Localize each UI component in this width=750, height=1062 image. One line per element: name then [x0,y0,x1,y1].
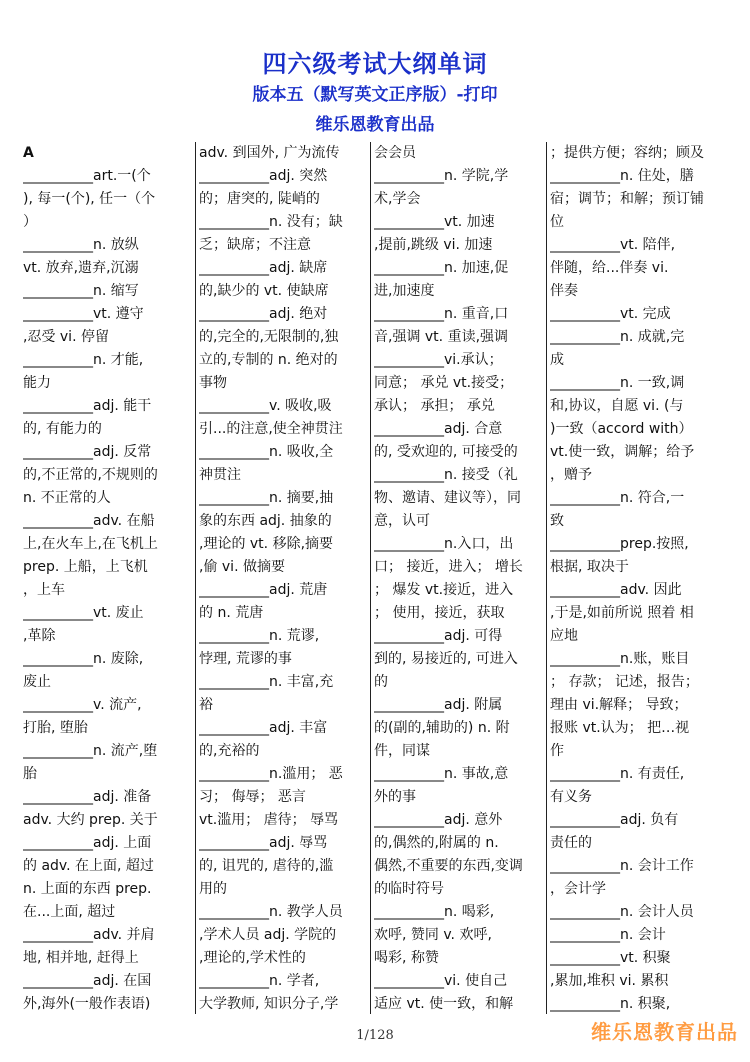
vocab-line: __________adj. 准备 [23,789,152,805]
vocabulary-column-1 [23,142,191,1014]
vocab-line: 大学教师, 知识分子,学 [199,996,339,1012]
vocab-line: __________vt. 积聚 [550,950,671,966]
vocab-line: 的,充裕的 [199,743,260,759]
vocab-line: __________adj. 突然 [199,168,328,184]
vocab-line: __________adv. 因此 [550,582,682,598]
vocab-line: 意，认可 [374,513,430,529]
vocab-line: vt.滥用； 虐待； 辱骂 [199,812,339,828]
vocab-line: 音,强调 vt. 重读,强调 [374,329,509,345]
vocab-line: 根据, 取决于 [550,559,629,575]
vocab-line: 件，同谋 [374,743,430,759]
vocab-line: vt.使一致，调解；给予 [550,444,695,460]
vocab-line: 责任的 [550,835,592,851]
vocab-line: __________n. 事故,意 [374,766,509,782]
vocab-line: __________n.滥用； 恶 [199,766,343,782]
vocab-line: ,于是,如前所说 照着 相 [550,605,694,621]
vocab-line: __________v. 吸收,吸 [199,398,332,414]
vocab-line: 理由 vi.解释； 导致； [550,697,688,713]
vocab-line: __________n. 缩写 [23,283,139,299]
vocab-line: __________adv. 并肩 [23,927,155,943]
vocab-line: ,理论的,学术性的 [199,950,306,966]
vocab-line: 的临时符号 [374,881,444,897]
column-divider [546,142,547,1014]
vocab-line: 上,在火车上,在飞机上 [23,536,158,552]
vocab-line: 外的事 [374,789,416,805]
vocab-line: 伴奏 [550,283,578,299]
vocab-line: __________n. 喝彩, [374,904,495,920]
vocab-line: ，会计学 [550,881,606,897]
vocab-line: __________n. 才能, [23,352,144,368]
vocab-line: 的,偶然的,附属的 n. [374,835,499,851]
vocabulary-column-3 [374,142,542,1014]
vocab-line: __________n. 加速,促 [374,260,509,276]
vocab-line: __________n. 有责任, [550,766,685,782]
vocab-line: ） [23,214,37,230]
vocab-line: 承认； 承担； 承兑 [374,398,495,414]
vocab-line: __________n. 会计 [550,927,666,943]
vocab-line: 成 [550,352,564,368]
vocab-line: 和,协议，自愿 vi. (与 [550,398,684,414]
vocab-line: __________n. 荒谬, [199,628,320,644]
vocab-line: __________vt. 加速 [374,214,495,230]
vocab-line: __________adj. 反常 [23,444,152,460]
vocab-line: ,偷 vi. 做摘要 [199,559,285,575]
vocab-line: 物、邀请、建议等），同 [374,490,521,506]
vocab-line: 位 [550,214,564,230]
vocab-line: __________adj. 意外 [374,812,503,828]
vocab-line: 习； 侮辱； 恶言 [199,789,306,805]
vocab-line: __________vt. 遵守 [23,306,144,322]
vocab-line: __________n. 学者, [199,973,320,989]
vocab-line: __________n. 摘要,抽 [199,490,334,506]
vocab-line: __________n. 一致,调 [550,375,685,391]
page-title: 四六级考试大纲单词 [262,50,488,78]
vocab-line: adv. 大约 prep. 关于 [23,812,158,828]
vocab-line: adv. 到国外, 广为流传 [199,145,340,161]
vocab-line: __________adj. 负有 [550,812,679,828]
vocab-line: 适应 vt. 使一致，和解 [374,996,514,1012]
vocab-line: ,提前,跳级 vi. 加速 [374,237,493,253]
page-subtitle: 版本五（默写英文正序版）-打印 [252,85,498,105]
vocab-line: __________adj. 能干 [23,398,152,414]
vocab-line: 欢呼, 赞同 v. 欢呼, [374,927,492,943]
vocab-line: 口； 接近，进入； 增长 [374,559,523,575]
vocab-line: 致 [550,513,564,529]
publisher-line: 维乐恩教育出品 [315,115,435,135]
vocab-line: __________n. 没有；缺 [199,214,343,230]
vocab-line: ； 使用，接近，获取 [374,605,505,621]
vocab-line: ,革除 [23,628,56,644]
vocab-line: ，上车 [23,582,65,598]
vocab-line: 应地 [550,628,578,644]
vocab-line: vt. 放弃,遗弃,沉溺 [23,260,139,276]
vocab-line: __________n. 丰富,充 [199,674,334,690]
vocab-line: __________adv. 在船 [23,513,155,529]
vocab-line: __________adj. 绝对 [199,306,328,322]
vocab-line: __________n. 教学人员 [199,904,343,920]
vocab-line: __________vi.承认； [374,352,503,368]
vocab-line: 的, 受欢迎的, 可接受的 [374,444,518,460]
vocab-line: 有义务 [550,789,592,805]
vocab-line: ,理论的 vt. 移除,摘要 [199,536,334,552]
vocab-line: ；提供方便；容纳；顾及 [550,145,704,161]
vocab-line: 伴随，给...伴奏 vi. [550,260,669,276]
vocab-line: 用的 [199,881,227,897]
vocab-line: 喝彩, 称赞 [374,950,439,966]
vocab-line: ； 爆发 vt.接近，进入 [374,582,514,598]
vocabulary-columns [20,142,730,1014]
vocab-line: __________n. 会计人员 [550,904,694,920]
vocab-line: __________adj. 荒唐 [199,582,328,598]
vocab-line: 的,不正常的,不规则的 [23,467,158,483]
vocab-line: __________adj. 可得 [374,628,503,644]
vocab-line: __________n.账，账目 [550,651,690,667]
vocab-line: 地, 相并地, 赶得上 [23,950,139,966]
vocab-line: 能力 [23,375,51,391]
vocab-line: ,忍受 vi. 停留 [23,329,109,345]
vocab-line: 偶然,不重要的东西,变调 [374,858,523,874]
vocab-line: __________adj. 附属 [374,697,503,713]
vocab-line: 事物 [199,375,227,391]
vocab-line: ； 存款； 记述，报告； [550,674,699,690]
vocab-line: 的, 有能力的 [23,421,102,437]
vocab-line: 象的东西 adj. 抽象的 [199,513,332,529]
vocab-line: __________adj. 上面 [23,835,152,851]
vocab-line: 裕 [199,697,213,713]
vocab-line: __________n. 放纵 [23,237,139,253]
vocab-line: 宿；调节；和解；预订铺 [550,191,704,207]
vocab-line: __________n. 重音,口 [374,306,509,322]
vocab-line: __________prep.按照, [550,536,689,552]
vocab-line: __________n. 积聚, [550,996,671,1012]
vocab-line: 报账 vt.认为； 把…视 [550,720,690,736]
column-divider [195,142,196,1014]
page-number: 1/128 [356,1028,394,1043]
vocab-line: 打胎, 堕胎 [23,720,88,736]
vocab-line: 悖理, 荒谬的事 [199,651,292,667]
vocabulary-column-4 [550,142,726,1014]
vocab-line: )一致（accord with） [550,421,693,437]
vocab-line: __________n. 废除, [23,651,144,667]
vocab-line: __________vi. 使自己 [374,973,508,989]
vocab-line: 到的, 易接近的, 可进入 [374,651,518,667]
vocab-line: __________adj. 丰富 [199,720,328,736]
vocab-line: 的；唐突的, 陡峭的 [199,191,320,207]
vocab-line: 神贯注 [199,467,241,483]
vocab-line: ,学术人员 adj. 学院的 [199,927,337,943]
vocab-line: __________adj. 缺席 [199,260,328,276]
vocab-line: 的(副的,辅助的) n. 附 [374,720,510,736]
vocab-line: 引...的注意,使全神贯注 [199,421,343,437]
vocab-line: 同意； 承兑 vt.接受； [374,375,514,391]
vocab-line: __________n. 流产,堕 [23,743,158,759]
vocab-line: __________adj. 辱骂 [199,835,328,851]
vocab-line: n. 上面的东西 prep. [23,881,152,897]
vocab-line: __________v. 流产, [23,697,142,713]
vocab-line: __________n. 成就,完 [550,329,685,345]
vocab-line: ), 每一(个), 任一（个 [23,191,156,207]
vocab-line: __________n. 学院,学 [374,168,509,184]
vocab-line: __________art.一(个 [23,168,151,184]
vocab-line: __________n. 会计工作 [550,858,694,874]
vocab-line: 废止 [23,674,51,690]
vocab-line: 立的,专制的 n. 绝对的 [199,352,338,368]
vocab-line: 胎 [23,766,37,782]
section-letter: A [23,145,34,161]
vocab-line: ，赠予 [550,467,592,483]
vocab-line: n. 不正常的人 [23,490,111,506]
vocab-line: 的,缺少的 vt. 使缺席 [199,283,329,299]
vocab-line: __________n. 符合,一 [550,490,685,506]
vocabulary-column-2 [199,142,367,1014]
vocab-line: __________adj. 合意 [374,421,503,437]
vocab-line: ,累加,堆积 vi. 累积 [550,973,669,989]
vocab-line: 在...上面, 超过 [23,904,116,920]
vocab-line: 术,学会 [374,191,421,207]
vocab-line: prep. 上船，上飞机 [23,559,148,575]
vocab-line: 的,完全的,无限制的,独 [199,329,339,345]
vocab-line: 会会员 [374,145,416,161]
vocab-line: __________vt. 完成 [550,306,671,322]
vocab-line: __________n. 吸收,全 [199,444,334,460]
vocab-line: 的, 诅咒的, 虐待的,滥 [199,858,334,874]
watermark-logo: 维乐恩教育出品 [591,1020,738,1044]
vocab-line: __________n. 住处，膳 [550,168,694,184]
vocab-line: __________vt. 陪伴, [550,237,676,253]
vocab-line: __________adj. 在国 [23,973,152,989]
vocab-line: __________n.入口，出 [374,536,514,552]
vocab-line: 进,加速度 [374,283,435,299]
vocab-line: 的 adv. 在上面, 超过 [23,858,154,874]
vocab-line: 的 [374,674,388,690]
column-divider [370,142,371,1014]
vocab-line: 外,海外(一般作表语) [23,996,151,1012]
vocab-line: __________n. 接受（礼 [374,467,518,483]
vocab-line: __________vt. 废止 [23,605,144,621]
vocab-line: 作 [550,743,564,759]
vocab-line: 的 n. 荒唐 [199,605,264,621]
vocab-line: 乏；缺席；不注意 [199,237,311,253]
